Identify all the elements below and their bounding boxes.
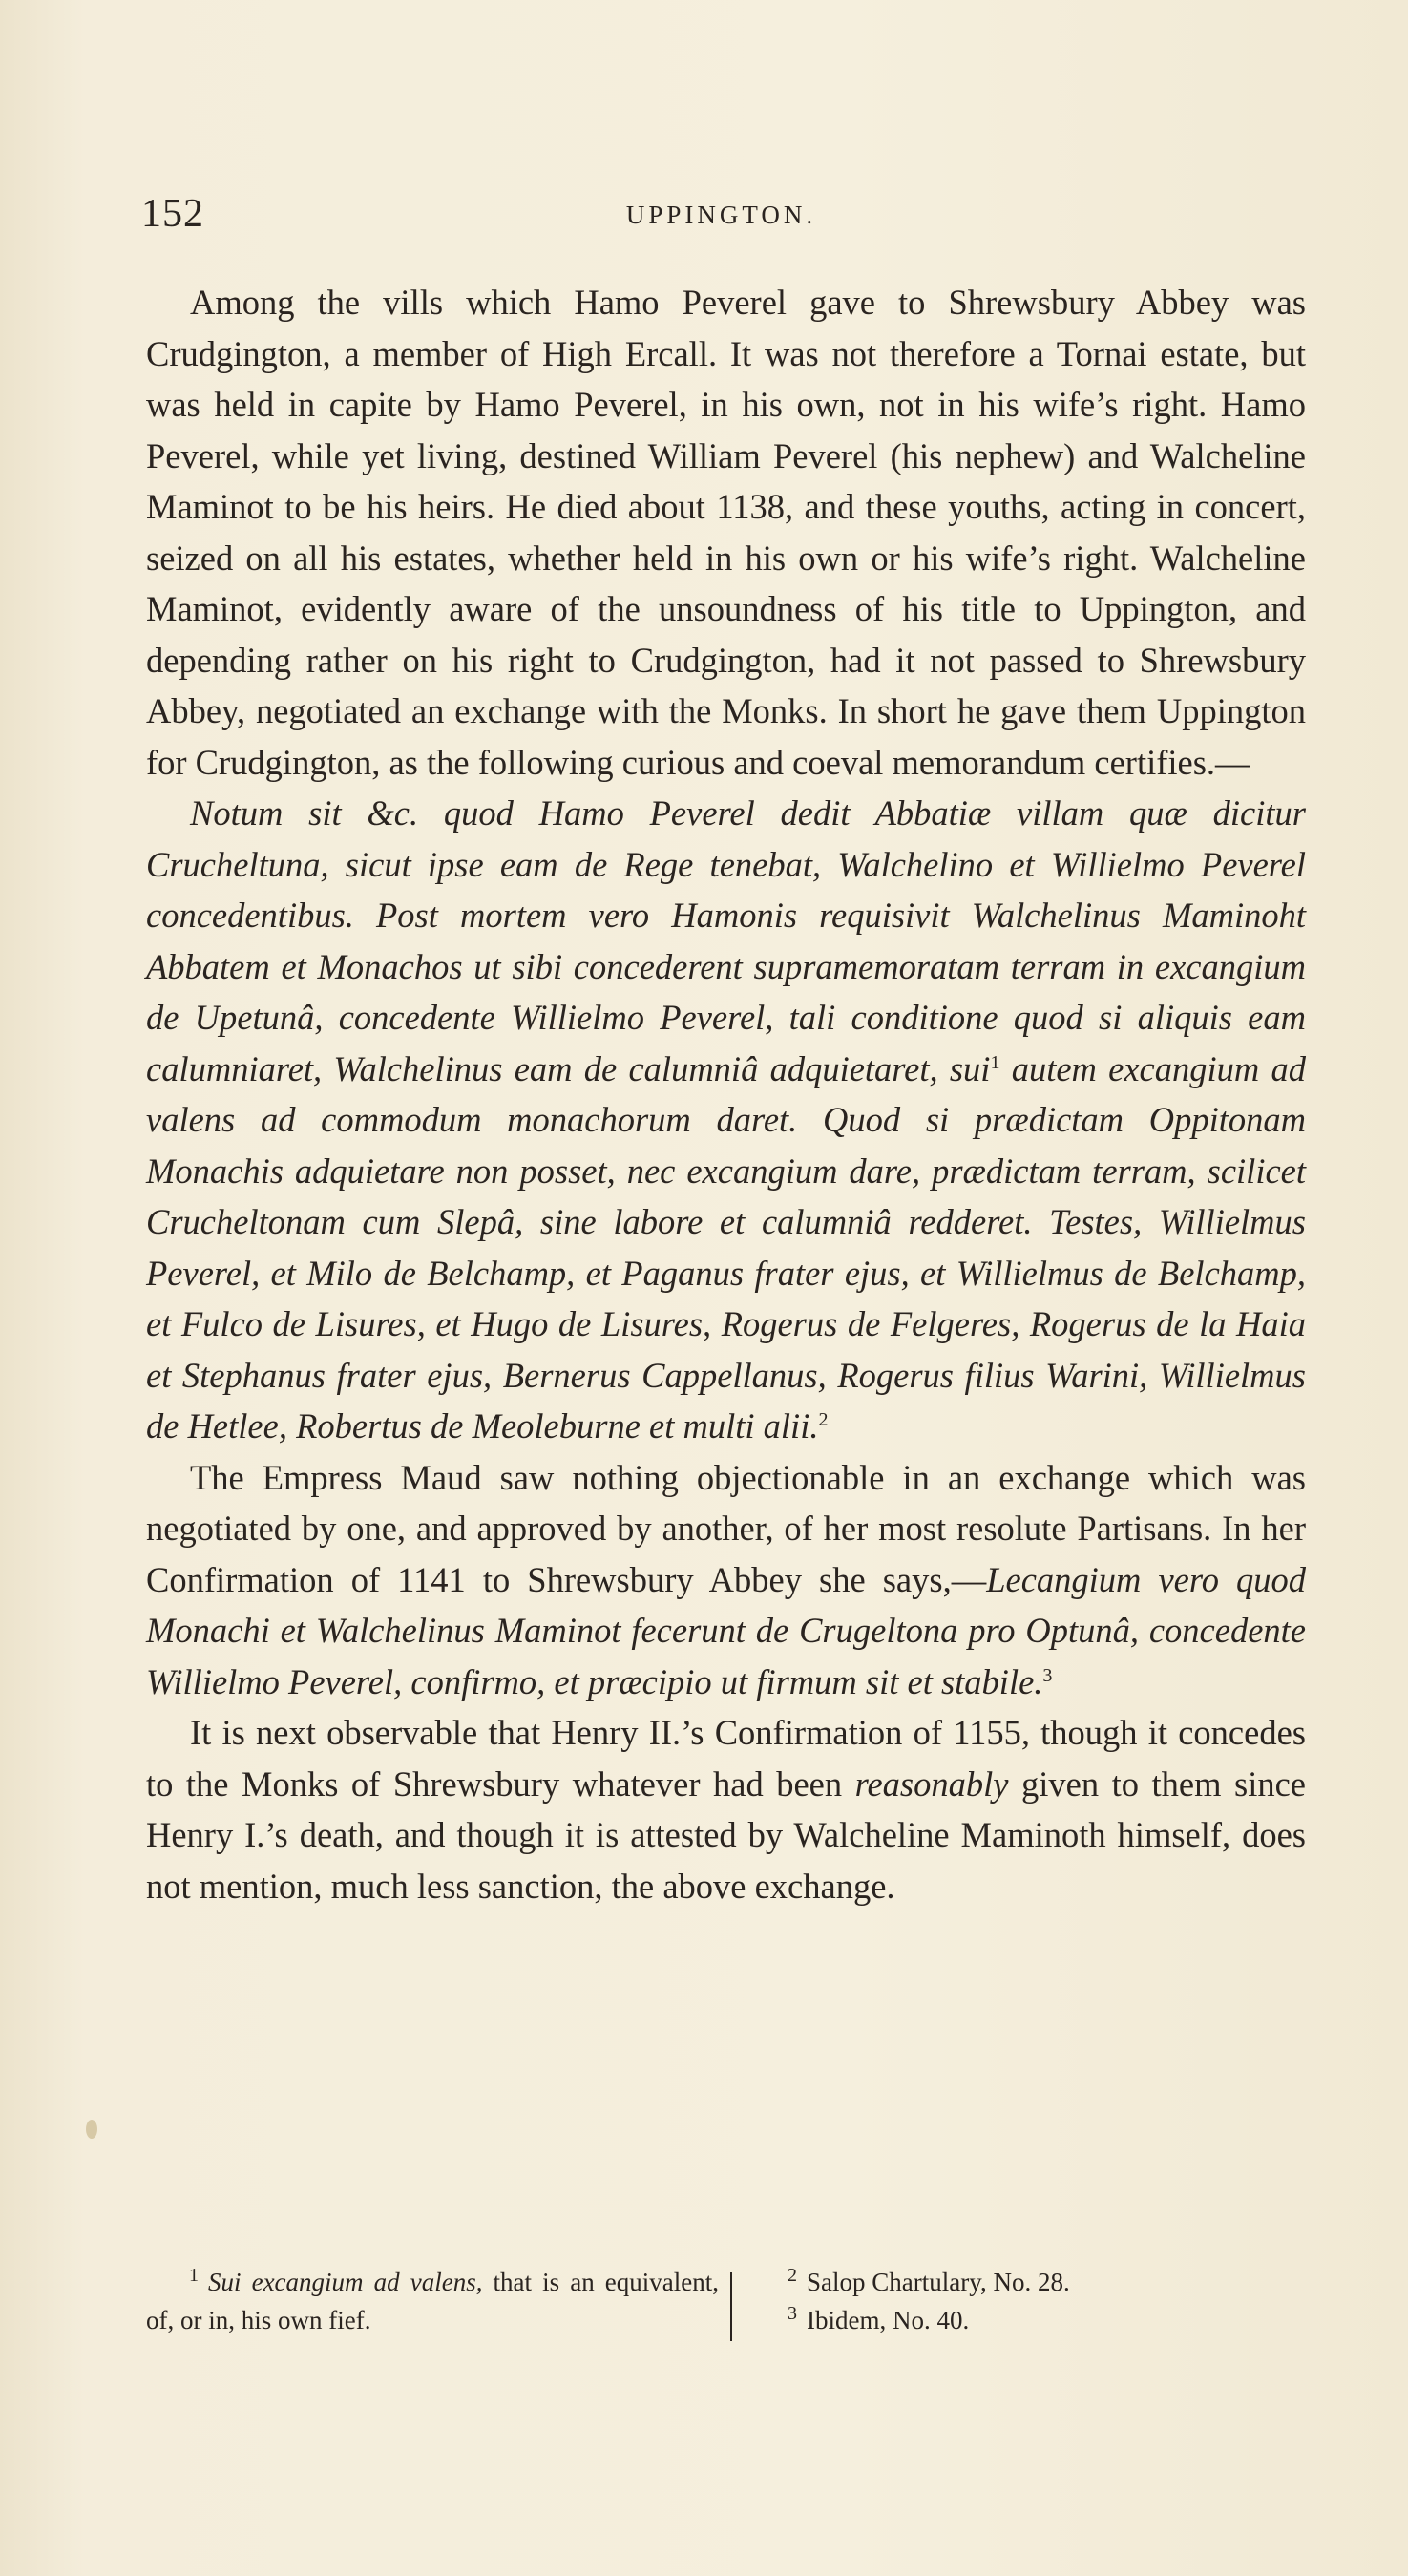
footnote-1-italic: Sui excangium ad valens, — [208, 2268, 483, 2296]
footnote-ref-2[interactable]: 2 — [818, 1408, 829, 1430]
running-head: UPPINGTON. — [625, 201, 817, 229]
paragraph-latin-memorandum — [146, 788, 1306, 1452]
henry-ii-italic-word: reasonably — [854, 1763, 1009, 1804]
footnote-1-text: that is an equivalent, of, or in, his own fief. — [146, 2268, 719, 2334]
footnote-2 — [788, 2263, 1303, 2301]
latin-memorandum-part-2: autem excangium ad valens ad commodum monachorum daret. Quod si prædictam Oppitonam Monachis adquietare non posset, nec excangium dare, prædictam terram, scilicet Crucheltonam cum Slepâ, sine labore et calumniâ redderet. Testes, Willielmus Peverel, et Milo de Belchamp, et Paganus frater ejus, et Willielmus de Belchamp, et Fulco de Lisures, et Hugo de Lisures, Rogerus de Felgeres, Rogerus de la Haia et Stephanus frater ejus, Bernerus Cappellanus, Rogerus filius Warini, Willielmus de Hetlee, Robertus de Meoleburne et multi alii. — [146, 1048, 1306, 1446]
footnote-3-text: Ibidem, No. 40. — [807, 2306, 970, 2334]
empress-maud-latin-quote: Lecangium vero quod Monachi et Walchelinus Maminot fecerunt de Crugeltona pro Optunâ, concedente Willielmo Peverel, confirmo, et præcipio ut firmum sit et stabile. — [146, 1559, 1307, 1701]
footnote-1-marker: 1 — [189, 2265, 199, 2286]
paragraph-henry-ii — [146, 1707, 1306, 1911]
henry-ii-text-a: It is next observable that Henry II.’s Confirmation of 1155, though it concedes to the Monks of Shrewsbury whatever had been — [146, 1713, 1306, 1804]
footnote-ref-1[interactable]: 1 — [990, 1051, 1000, 1073]
henry-ii-text-b: given to them since Henry I.’s death, and though it is attested by Walcheline Maminoth himself, does not mention, much less sanction, the above exchange. — [146, 1763, 1306, 1906]
paragraph-1: Among the vills which Hamo Peverel gave to Shrewsbury Abbey was Crudgington, a member of High Ercall. It was not therefore a Tornai estate, but was held in capite by Hamo Peverel, in his own, not in his wife’s right. Hamo Peverel, while yet living, destined William Peverel (his nephew) and Walcheline Maminot to be his heirs. He died about 1138, and these youths, acting in concert, seized on all his estates, whether held in his own or his wife’s right. Walcheline Maminot, evidently aware of the unsoundness of his title to Uppington, and depending rather on his right to Crudgington, had it not passed to Shrewsbury Abbey, negotiated an exchange with the Monks. In short he gave them Uppington for Crudgington, as the following curious and coeval memorandum certifies.— — [146, 283, 1306, 782]
footnote-divider — [730, 2272, 732, 2341]
paragraph-empress-maud — [146, 1452, 1306, 1708]
footnote-3-marker: 3 — [788, 2303, 797, 2324]
page-header — [141, 191, 1301, 248]
footnote-right-column — [788, 2263, 1303, 2339]
paper-blemish — [86, 2120, 97, 2139]
footnote-2-text: Salop Chartulary, No. 28. — [807, 2268, 1070, 2296]
footnote-ref-3[interactable]: 3 — [1042, 1664, 1053, 1686]
footnote-1 — [146, 2263, 719, 2339]
footnote-3 — [788, 2301, 1303, 2339]
footnotes — [146, 2263, 1306, 2339]
body-text — [146, 277, 1306, 1911]
page-number: 152 — [141, 192, 204, 236]
latin-memorandum-part-1: Notum sit &c. quod Hamo Peverel dedit Abbatiæ villam quæ dicitur Crucheltuna, sicut ipse eam de Rege tenebat, Walchelino et Willielmo Peverel concedentibus. Post mortem vero Hamonis requisivit Walchelinus Maminoht Abbatem et Monachos ut sibi concederent supramemoratam terram in excangium de Upetunâ, concedente Willielmo Peverel, tali conditione quod si aliquis eam calumniaret, Walchelinus eam de calumniâ adquietaret, sui — [146, 793, 1306, 1088]
empress-maud-text: The Empress Maud saw nothing objectionable in an exchange which was negotiated by one, and approved by another, of her most resolute Partisans. In her Confirmation of 1141 to Shrewsbury Abbey she says,— — [146, 1457, 1306, 1599]
footnote-2-marker: 2 — [788, 2265, 797, 2286]
